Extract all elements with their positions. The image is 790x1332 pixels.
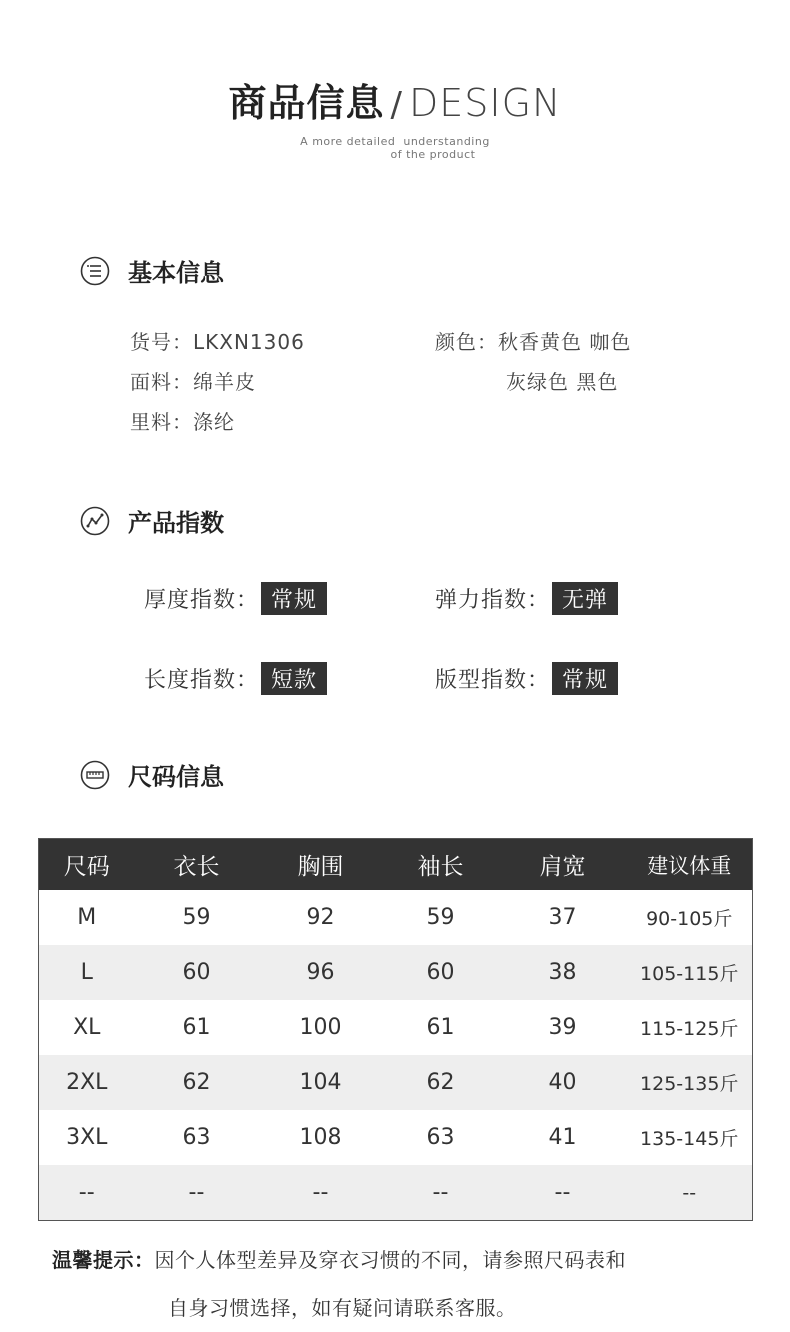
table-cell: 61: [426, 1015, 455, 1040]
length-index: [144, 662, 327, 695]
fit-index: [435, 662, 618, 695]
table-cell: 125-135斤: [627, 1055, 753, 1110]
table-cell: 3XL: [66, 1125, 108, 1150]
table-cell: 62: [383, 1055, 499, 1110]
trend-icon: [80, 506, 110, 536]
table-cell: M: [77, 905, 97, 930]
table-cell: 59: [182, 905, 211, 930]
table-cell: 90-105斤: [646, 908, 733, 930]
table-cell: L: [39, 945, 135, 1000]
page-title: [0, 72, 790, 127]
page-header: [0, 72, 790, 161]
table-cell: 40: [499, 1055, 627, 1110]
subtitle-line-1: A more detailed understanding: [300, 135, 490, 148]
table-cell: --: [259, 1165, 383, 1221]
thickness-label: 厚度指数：: [144, 588, 260, 613]
table-row: [39, 1165, 753, 1221]
table-cell: --: [383, 1165, 499, 1221]
thickness-value: 常规: [261, 582, 327, 615]
table-cell: 92: [306, 905, 335, 930]
table-cell: 108: [299, 1125, 342, 1150]
table-cell: 63: [426, 1125, 455, 1150]
size-table: [38, 838, 753, 1221]
title-en: DESIGN: [409, 81, 562, 125]
fabric: 面料：绵羊皮: [130, 370, 256, 394]
elastic-index: [435, 582, 618, 615]
table-cell: --: [135, 1165, 259, 1221]
list-icon: [80, 256, 110, 286]
ruler-icon: [80, 760, 110, 790]
tip-text-1: 因个人体型差异及穿衣习惯的不同，请参照尺码表和: [154, 1248, 626, 1272]
item-number: 货号：LKXN1306: [130, 330, 305, 354]
title-slash: /: [390, 85, 403, 125]
table-cell: 60: [383, 945, 499, 1000]
table-cell: 60: [135, 945, 259, 1000]
table-cell: 62: [135, 1055, 259, 1110]
table-cell: 105-115斤: [627, 945, 753, 1000]
indices-title: 产品指数: [128, 509, 224, 537]
warm-tip: [52, 1236, 626, 1332]
table-cell: 100: [299, 1015, 342, 1040]
table-cell: --: [39, 1165, 135, 1221]
fit-value: 常规: [552, 662, 618, 695]
table-cell: 104: [259, 1055, 383, 1110]
lining: 里料：涤纶: [130, 410, 235, 434]
size-heading: [80, 757, 224, 792]
header-shoulder: 肩宽: [499, 839, 627, 891]
color-line-1: 颜色：秋香黄色 咖色: [435, 330, 632, 354]
elastic-value: 无弹: [552, 582, 618, 615]
fit-label: 版型指数：: [435, 668, 551, 693]
title-cn: 商品信息: [228, 81, 385, 125]
thickness-index: [144, 582, 327, 615]
header-sleeve: 袖长: [383, 839, 499, 891]
table-row: [39, 1110, 753, 1165]
table-cell: 41: [548, 1125, 577, 1150]
header-length: 衣长: [135, 839, 259, 891]
table-cell: 63: [182, 1125, 211, 1150]
table-row: [39, 945, 753, 1000]
tip-label: 温馨提示：: [52, 1248, 155, 1272]
size-table-header: [39, 839, 753, 891]
tip-line-1: [52, 1236, 626, 1284]
indices-heading: [80, 503, 224, 538]
elastic-label: 弹力指数：: [435, 588, 551, 613]
subtitle-line-2: of the product: [390, 148, 476, 161]
size-title: 尺码信息: [128, 763, 224, 791]
page-subtitle: [0, 135, 790, 161]
table-cell: 115-125斤: [640, 1018, 739, 1040]
header-bust: 胸围: [259, 839, 383, 891]
table-cell: 61: [182, 1015, 211, 1040]
table-row: [39, 890, 753, 945]
table-cell: 39: [548, 1015, 577, 1040]
basic-info-heading: [80, 253, 224, 288]
table-cell: 135-145斤: [640, 1128, 739, 1150]
table-cell: 38: [499, 945, 627, 1000]
table-cell: 37: [548, 905, 577, 930]
length-label: 长度指数：: [144, 668, 260, 693]
table-cell: 59: [426, 905, 455, 930]
table-cell: --: [627, 1165, 753, 1221]
table-row: [39, 1055, 753, 1110]
basic-info-title: 基本信息: [128, 259, 224, 287]
length-value: 短款: [261, 662, 327, 695]
table-cell: XL: [73, 1015, 101, 1040]
color-line-2: 灰绿色 黑色: [506, 370, 619, 394]
header-size: 尺码: [39, 839, 135, 891]
table-cell: 96: [259, 945, 383, 1000]
header-weight: 建议体重: [627, 839, 753, 891]
table-cell: --: [499, 1165, 627, 1221]
tip-text-2: 自身习惯选择，如有疑问请联系客服。: [168, 1296, 517, 1320]
table-cell: 2XL: [39, 1055, 135, 1110]
table-row: [39, 1000, 753, 1055]
